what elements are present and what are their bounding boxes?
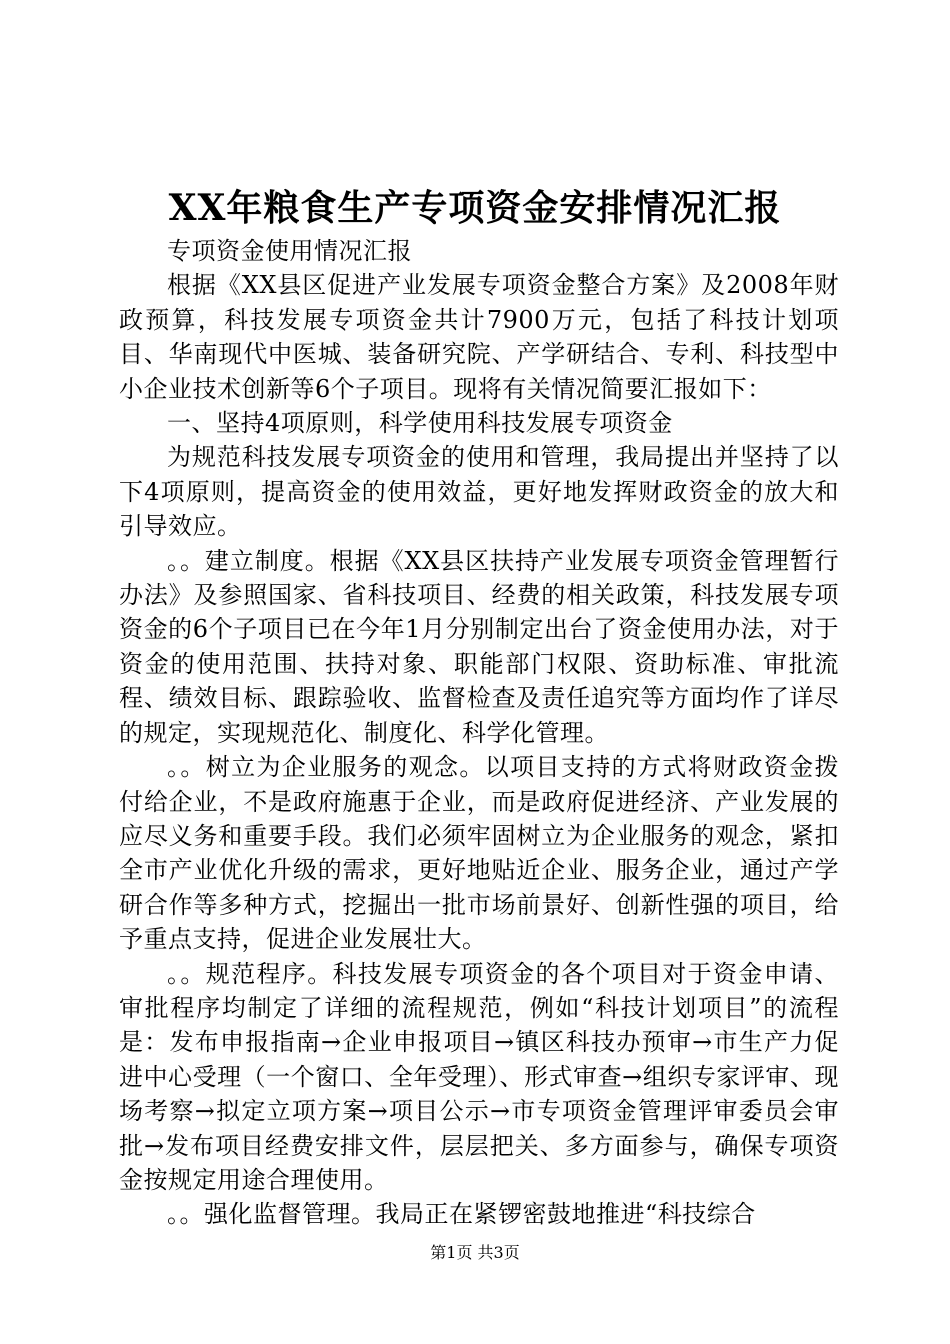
paragraph-supervision: 。。强化监督管理。我局正在紧锣密鼓地推进“科技综合 [167,1200,756,1229]
page-number-footer: 第1页 共3页 [430,1243,520,1262]
paragraph-principles: 为规范科技发展专项资金的使用和管理，我局提出并坚持了以下4项原则，提高资金的使用效益，更好地发挥财政资金的放大和引导效应。 [119,443,839,541]
paragraph-system: 。。建立制度。根据《XX县区扶持产业发展专项资金管理暂行办法》及参照国家、省科技项目、经费的相关政策，科技发展专项资金的6个子项目已在今年1月分别制定出台了资金使用办法，对于资金的使用范围、扶持对象、职能部门权限、资助标准、审批流程、绩效目标、跟踪验收、监督检查及责任追究等方面均作了详尽的规定，实现规范化、制度化、科学化管理。 [119,546,839,747]
paragraph-service: 。。树立为企业服务的观念。以项目支持的方式将财政资金拨付给企业，不是政府施惠于企业，而是政府促进经济、产业发展的应尽义务和重要手段。我们必须牢固树立为企业服务的观念，紧扣全市产业优化升级的需求，更好地贴近企业、服务企业，通过产学研合作等多种方式，挖掘出一批市场前景好、创新性强的项目，给予重点支持，促进企业发展壮大。 [119,753,839,954]
document-title: XX年粮食生产专项资金安排情况汇报 [168,187,782,229]
paragraph-intro: 根据《XX县区促进产业发展专项资金整合方案》及2008年财政预算，科技发展专项资金共计7900万元，包括了科技计划项目、华南现代中医城、装备研究院、产学研结合、专利、科技型中小企业技术创新等6个子项目。现将有关情况简要汇报如下： [119,271,839,403]
paragraph-procedure: 。。规范程序。科技发展专项资金的各个项目对于资金申请、审批程序均制定了详细的流程规范，例如“科技计划项目”的流程是：发布申报指南→企业申报项目→镇区科技办预审→市生产力促进中心受理（一个窗口、全年受理）、形式审查→组织专家评审、现场考察→拟定立项方案→项目公示→市专项资金管理评审委员会审批→发布项目经费安排文件，层层把关、多方面参与，确保专项资金按规定用途合理使用。 [119,959,839,1194]
document-body [119,234,839,1232]
section-heading-1: 一、坚持4项原则，科学使用科技发展专项资金 [167,409,673,438]
paragraph-subtitle: 专项资金使用情况汇报 [167,237,412,265]
